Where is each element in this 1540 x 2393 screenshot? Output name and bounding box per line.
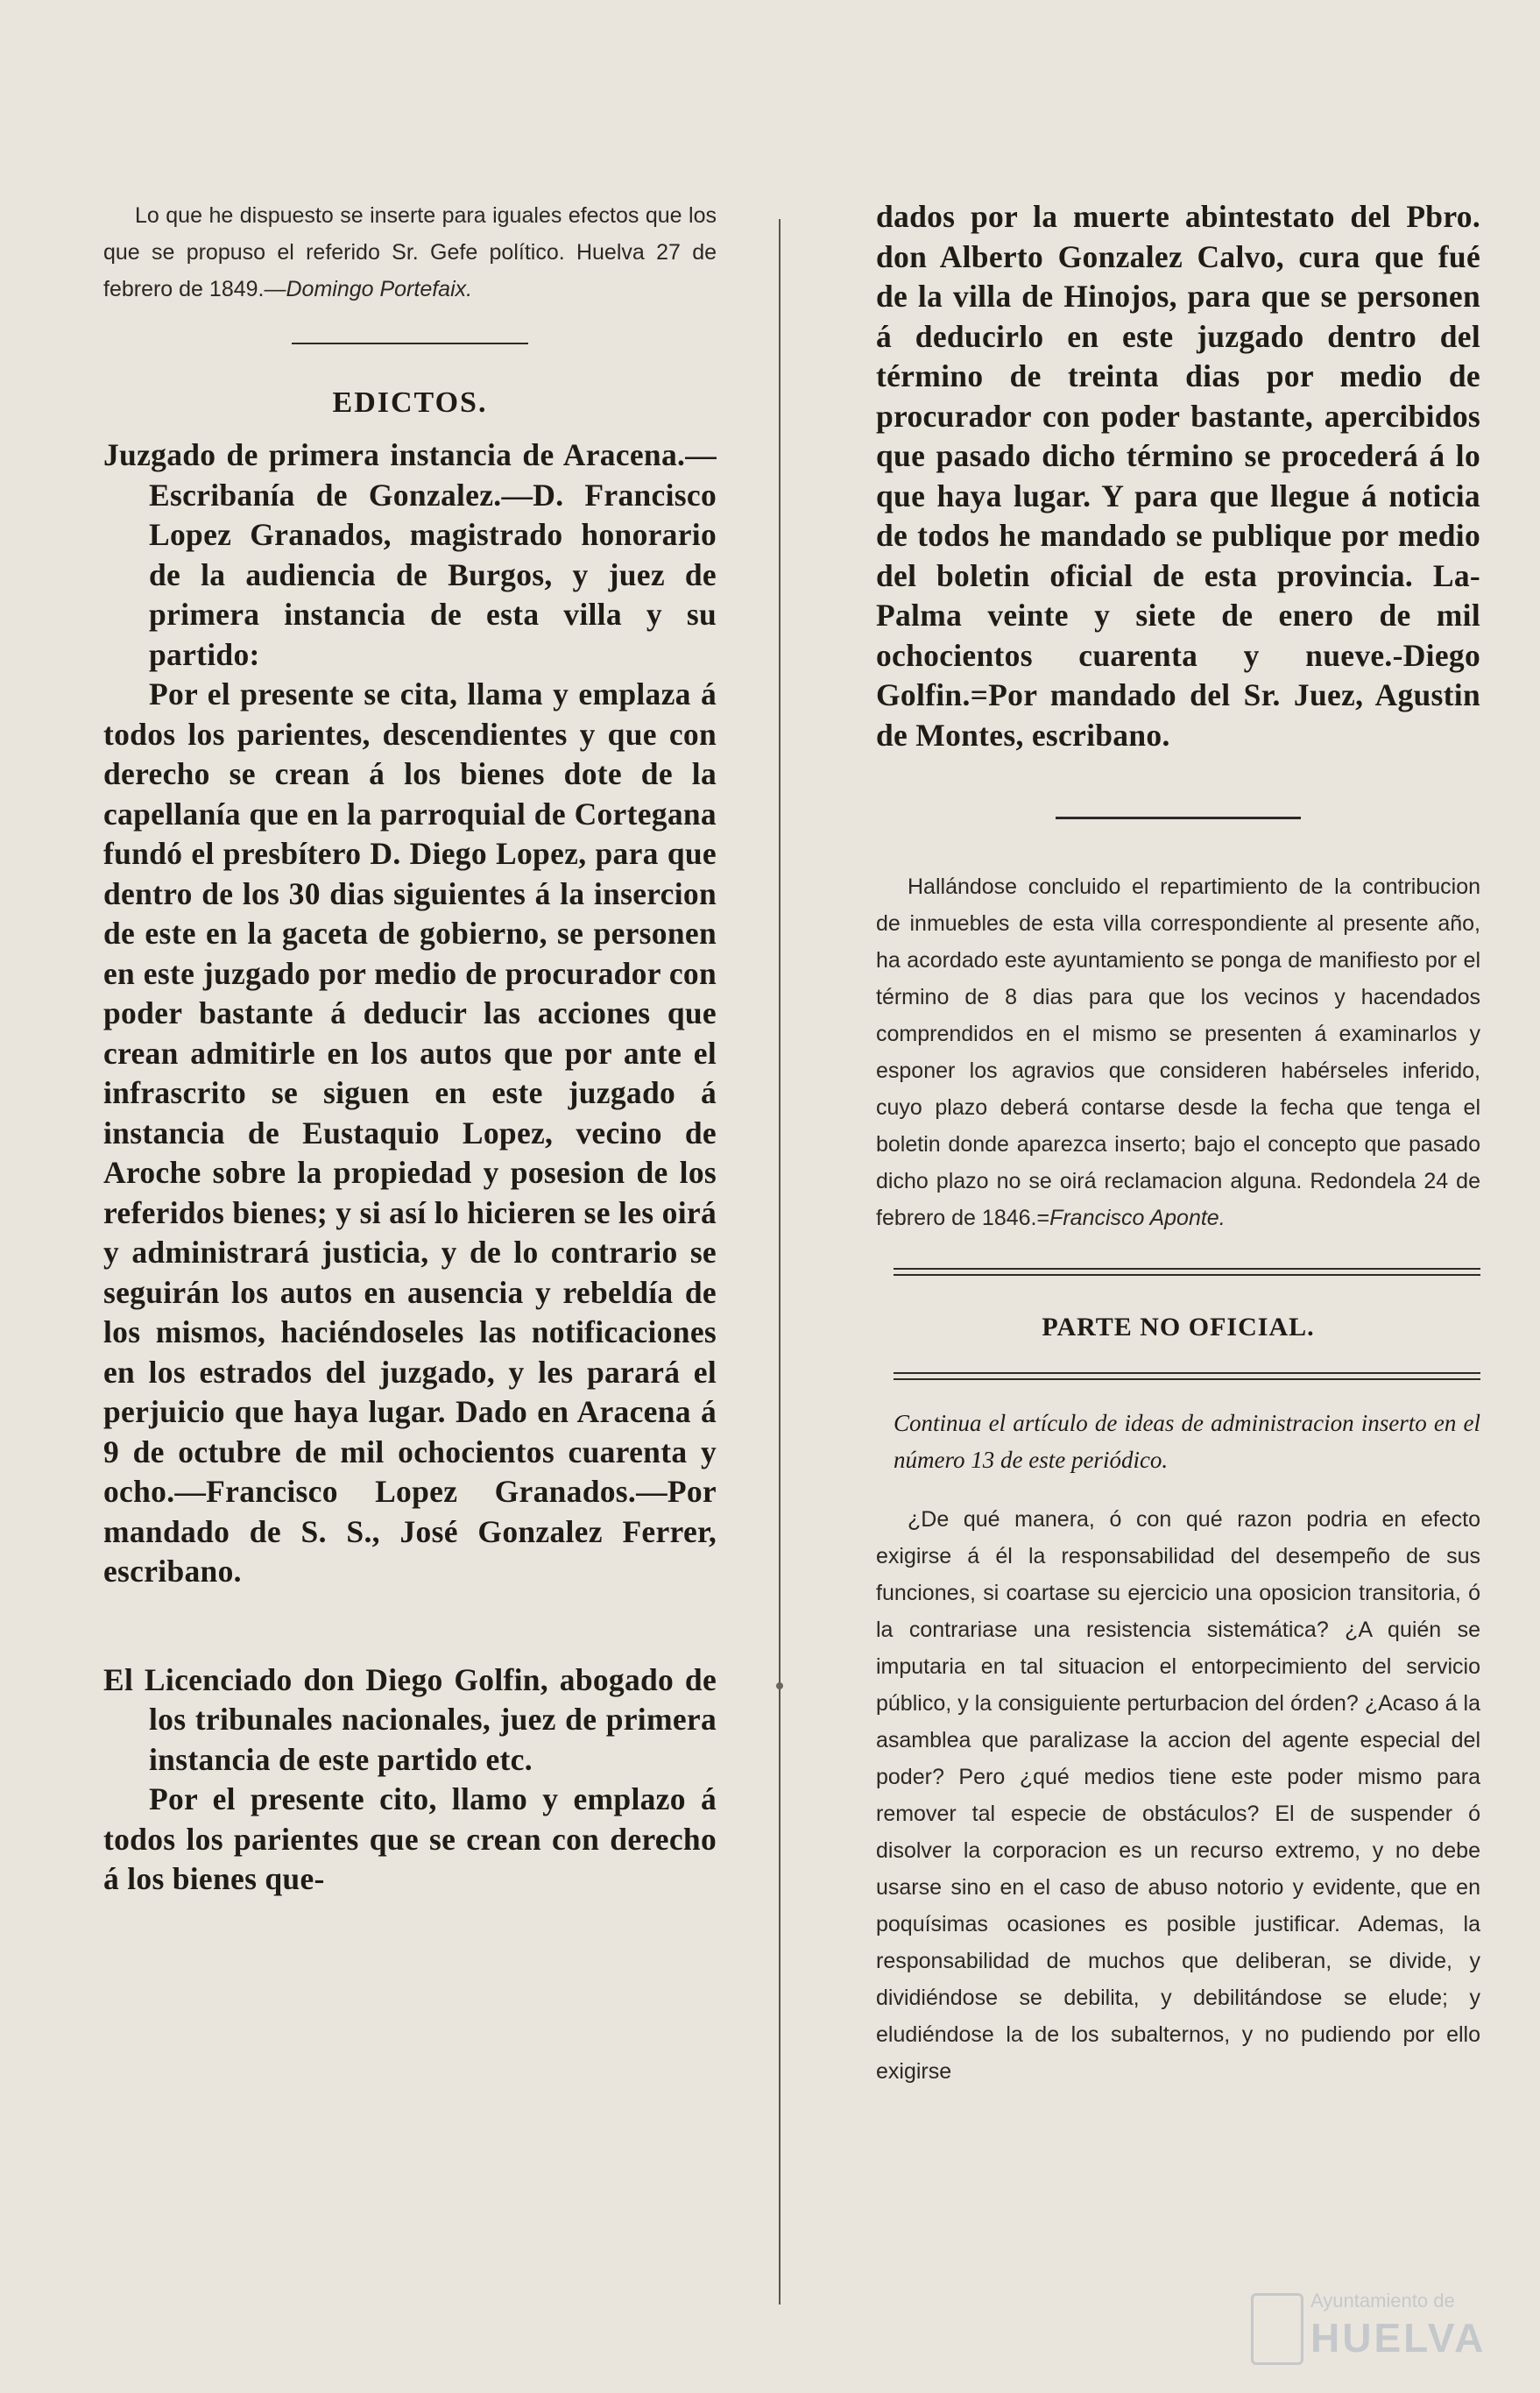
print-mark [776,1682,783,1689]
column-divider [779,219,781,2305]
right-column [876,197,1480,2090]
section-title: PARTE NO OFICIAL. [1042,1313,1315,1342]
article-intro: Continua el artículo de ideas de administracion inserto en el número 13 de este periódico. [894,1410,1480,1473]
watermark-small-text: Ayuntamiento de [1310,2290,1455,2312]
notice-paragraph [876,868,1480,1236]
edict2-continued: dados por la muerte abintestato del Pbro. don Alberto Gonzalez Calvo, cura que fué de la villa de Hinojos, para que se personen á deducirlo en este juzgado dentro del término de treinta dias por medio de procurador con poder bastante, apercibidos que pasado dicho término se procederá á lo que haya lugar. Y para que llegue á noticia de todos he mandado se publique por medio del boletin oficial de esta provincia. La-Palma veinte y siete de enero de mil ochocientos cuarenta y nueve.-Diego Golfin.=Por mandado del Sr. Juez, Agustin de Montes, escribano. [876,199,1480,753]
watermark-big-text: HUELVA [1310,2315,1487,2361]
notice-text: Hallándose concluido el repartimiento de la contribucion de inmuebles de esta villa correspondiente al presente año, ha acordado este ayuntamiento se ponga de manifiesto por el término de 8 dias para que los vecinos y hacendados comprendidos en el mismo se presenten á examinarlos y esponer los agravios que consideren habérseles inferido, cuyo plazo deberá contarse desde la fecha que tenga el boletin donde aparezca inserto; bajo el concepto que pasado dicho plazo no se oirá reclamacion alguna. Redondela 24 de febrero de 1846.= [876,874,1480,1230]
intro-text: Lo que he dispuesto se inserte para iguales efectos que los que se propuso el referido Sr. Gefe político. Huelva 27 de febrero de 1849.— [103,203,717,301]
left-column [103,197,717,1900]
article-body: ¿De qué manera, ó con qué razon podria en efecto exigirse á él la responsabilidad del desempeño de sus funciones, si coartase su ejercicio una oposicion transitoria, ó la contrariase una resistencia sistemática? ¿A quién se imputaria en tal situacion el entorpecimiento del servicio público, y la consiguiente perturbacion del órden? ¿Acaso á la asamblea que paralizase la accion del agente especial del poder? Pero ¿qué medios tiene este poder mismo para remover tal especie de obstáculos? El de suspender ó disolver la corporacion es un recurso extremo, y no debe usarse sino en el caso de abuso notorio y evidente, que en poquísimas ocasiones es posible justificar. Ademas, la responsabilidad de muchos que deliberan, se divide, y dividiéndose se debilita, y debilitándose se elude; y eludiéndose la de los subalternos, y no pudiendo por ello exigirse [876,1507,1480,2084]
archive-watermark [1251,2288,1514,2367]
edict2-body-start: Por el presente cito, llamo y emplazo á todos los parientes que se crean con derecho á los bienes que- [103,1781,717,1896]
edict1-body: Por el presente se cita, llama y emplaza á todos los parientes, descendientes y que con derecho se crean á los bienes dote de la capellanía que en la parroquial de Cortegana fundó el presbítero D. Diego Lopez, para que dentro de los 30 dias siguientes á la insercion de este en la gaceta de gobierno, se personen en este juzgado por medio de procurador con poder bastante á deducir las acciones que crean admitirle en los autos que por ante el infrascrito se siguen en este juzgado á instancia de Eustaquio Lopez, vecino de Aroche sobre la propiedad y posesion de los referidos bienes; y si así lo hicieren se les oirá y administrará justicia, y de lo contrario se seguirán los autos en ausencia y rebeldía de los mismos, haciéndoseles las notificaciones en los estrados del juzgado, y les parará el perjuicio que haya lugar. Dado en Aracena á 9 de octubre de mil ochocientos cuarenta y ocho.—Francisco Lopez Granados.—Por mandado de S. S., José Gonzalez Ferrer, escribano. [103,676,717,1589]
separator-rule [292,343,528,344]
intro-signature: Domingo Portefaix. [286,277,473,301]
intro-paragraph [103,197,717,308]
double-rule-bottom [894,1372,1480,1380]
separator-rule [1056,817,1301,819]
notice-signature: Francisco Aponte. [1049,1206,1226,1230]
coat-of-arms-icon [1251,2293,1303,2365]
edict2-header: El Licenciado don Diego Golfin, abogado de los tribunales nacionales, juez de primera instancia de este partido etc. [103,1661,717,1777]
spacer [103,1592,717,1660]
double-rule-top [894,1268,1480,1276]
edict1-header: Juzgado de primera instancia de Aracena.—Escribanía de Gonzalez.—D. Francisco Lopez Granados, magistrado honorario de la audiencia de Burgos, y juez de primera instancia de esta villa y su partido: [103,437,717,672]
edicts-heading: EDICTOS. [332,386,488,419]
